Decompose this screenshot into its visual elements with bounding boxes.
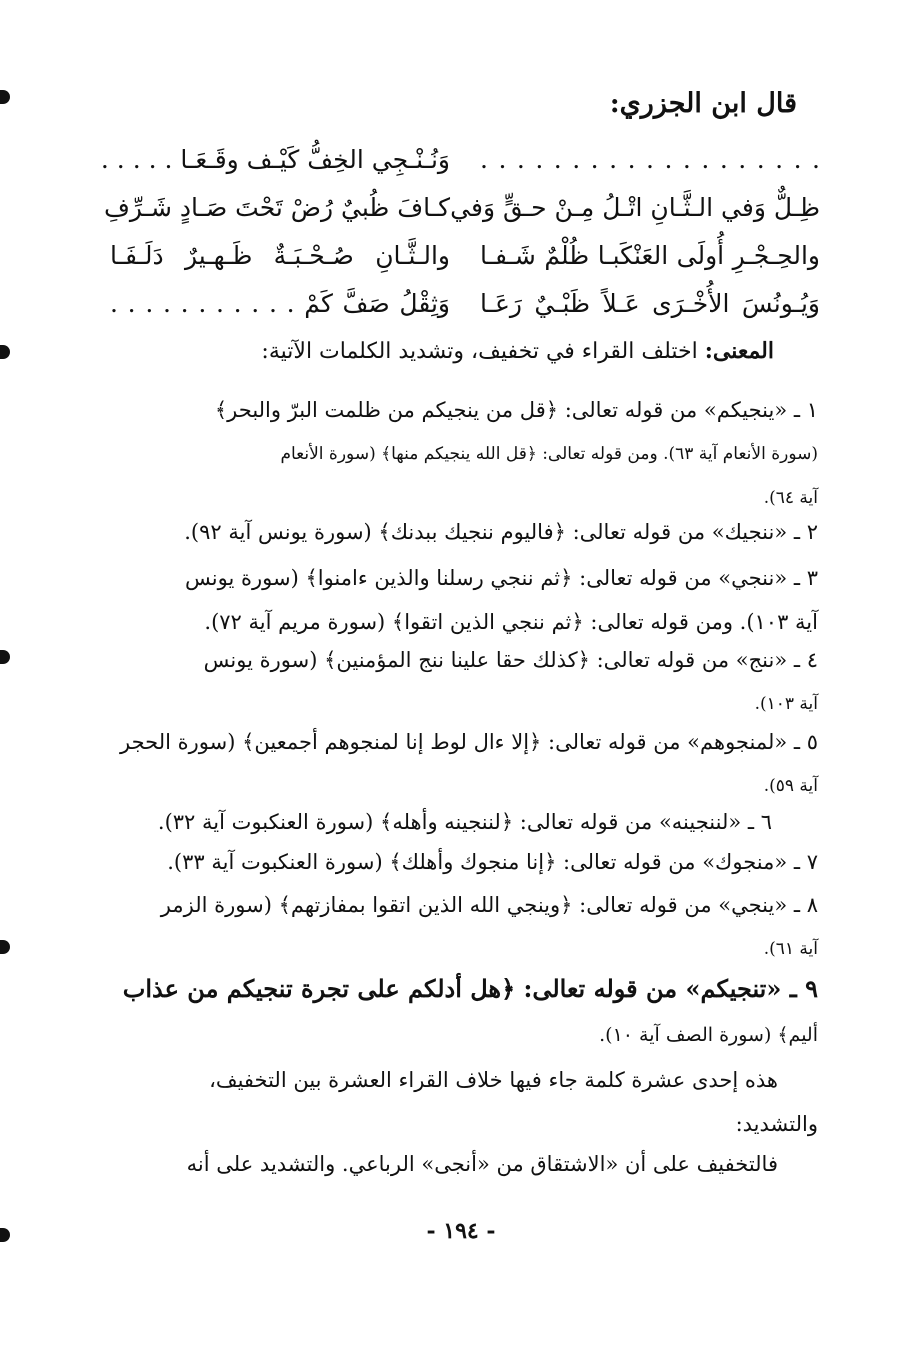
item-line: آية ٥٩).	[763, 776, 818, 796]
item-line: ١ ـ «ينجيكم» من قوله تعالى: ﴿قل من ينجيكم من ظلمت البرّ والبحر﴾	[214, 398, 818, 422]
item-line: آية ١٠٣).	[754, 694, 818, 714]
verse-line	[110, 289, 820, 329]
verse-second-hemistich: وَثِقْلُ صَفَّ كَمْ . . . . . . . . . . .	[110, 289, 450, 318]
verse-first-hemistich: ظِـلٌّ وَفي الـثَّـانِ اتْـلُ مِـنْ حـقٍّ وَفي	[450, 193, 820, 222]
verse-line	[100, 145, 820, 185]
list-item	[108, 883, 818, 971]
item-line: ٣ ـ «ننجي» من قوله تعالى: ﴿ثم ننجي رسلنا والذين ءامنوا﴾ (سورة يونس	[185, 566, 818, 590]
item-line: أليم﴾ (سورة الصف آية ١٠).	[599, 1024, 818, 1046]
binding-mark	[0, 940, 10, 954]
item-line: ٦ ـ «لننجينه» من قوله تعالى: ﴿لننجينه وأهله﴾ (سورة العنكبوت آية ٣٢).	[157, 810, 772, 834]
meaning-text: اختلف القراء في تخفيف، وتشديد الكلمات الآتية:	[261, 339, 705, 364]
verse-line	[104, 193, 820, 233]
verse-second-hemistich: كـافَ ظُبيٌ رُضْ تَحْتَ صَـادٍ شَـرِّفِ	[104, 193, 450, 222]
item-line: ٢ ـ «ننجيك» من قوله تعالى: ﴿فاليوم ننجيك ببدنك﴾ (سورة يونس آية ٩٢).	[184, 520, 818, 544]
list-item	[108, 556, 818, 644]
body-paragraph	[110, 1058, 818, 1146]
binding-mark	[0, 650, 10, 664]
list-item	[108, 388, 818, 520]
binding-mark	[0, 90, 10, 104]
list-item	[108, 638, 818, 726]
paragraph-line: والتشديد:	[735, 1112, 818, 1136]
item-line: ٥ ـ «لمنجوهم» من قوله تعالى: ﴿إلا ءال لوط إنا لمنجوهم أجمعين﴾ (سورة الحجر	[120, 730, 818, 754]
verse-second-hemistich: وَنُـنْـجِي الخِفُّ كَيْـف وقَـعَـا . . . . .	[100, 145, 450, 174]
item-line: ٩ ـ «تنجيكم» من قوله تعالى: ﴿هل أدلكم على تجرة تنجيكم من عذاب	[122, 974, 818, 1003]
page-number: - ١٩٤ -	[426, 1218, 496, 1244]
binding-mark	[0, 345, 10, 359]
verse-line	[110, 241, 820, 281]
paragraph-line: هذه إحدى عشرة كلمة جاء فيها خلاف القراء العشرة بين التخفيف،	[209, 1068, 778, 1092]
item-line: ٤ ـ «ننج» من قوله تعالى: ﴿كذلك حقا علينا ننج المؤمنين﴾ (سورة يونس	[203, 648, 818, 672]
verse-first-hemistich: . . . . . . . . . . . . . . . . . . .	[480, 145, 820, 174]
verse-first-hemistich: والحِـجْـرِ أُولَى العَنْكَبـا ظُلْمٌ شَـفـا	[480, 241, 820, 270]
item-line: ٨ ـ «ينجي» من قوله تعالى: ﴿وينجي الله الذين اتقوا بمفازتهم﴾ (سورة الزمر	[160, 893, 818, 917]
list-item	[112, 800, 772, 844]
item-line: آية ٦٤).	[763, 488, 818, 508]
item-line: آية ١٠٣). ومن قوله تعالى: ﴿ثم ننجي الذين اتقوا﴾ (سورة مريم آية ٧٢).	[204, 610, 818, 634]
list-item	[108, 720, 818, 808]
item-line: ٧ ـ «منجوك» من قوله تعالى: ﴿إنا منجوك وأهلك﴾ (سورة العنكبوت آية ٣٣).	[167, 850, 818, 874]
list-item	[108, 966, 818, 1058]
list-item	[108, 840, 818, 884]
meaning-line	[261, 338, 774, 364]
paragraph-line: فالتخفيف على أن «الاشتقاق من «أنجى» الرباعي. والتشديد على أنه	[186, 1152, 778, 1176]
section-heading: قال ابن الجزري:	[609, 88, 797, 119]
meaning-label: المعنى:	[704, 338, 774, 364]
verse-second-hemistich: والـثَّـانِ صُـحْـبَـةٌ ظَـهـيرٌ دَلَـفَـا	[110, 241, 450, 270]
item-line: آية ٦١).	[763, 939, 818, 959]
verse-first-hemistich: وَيُـونُسَ الأُخْـرَى عَـلاً ظَبْـيٌ رَعَـا	[480, 289, 820, 318]
body-paragraph	[110, 1142, 818, 1186]
item-line: (سورة الأنعام آية ٦٣). ومن قوله تعالى: ﴿قل الله ينجيكم منها﴾ (سورة الأنعام	[280, 444, 818, 464]
list-item	[108, 510, 818, 554]
